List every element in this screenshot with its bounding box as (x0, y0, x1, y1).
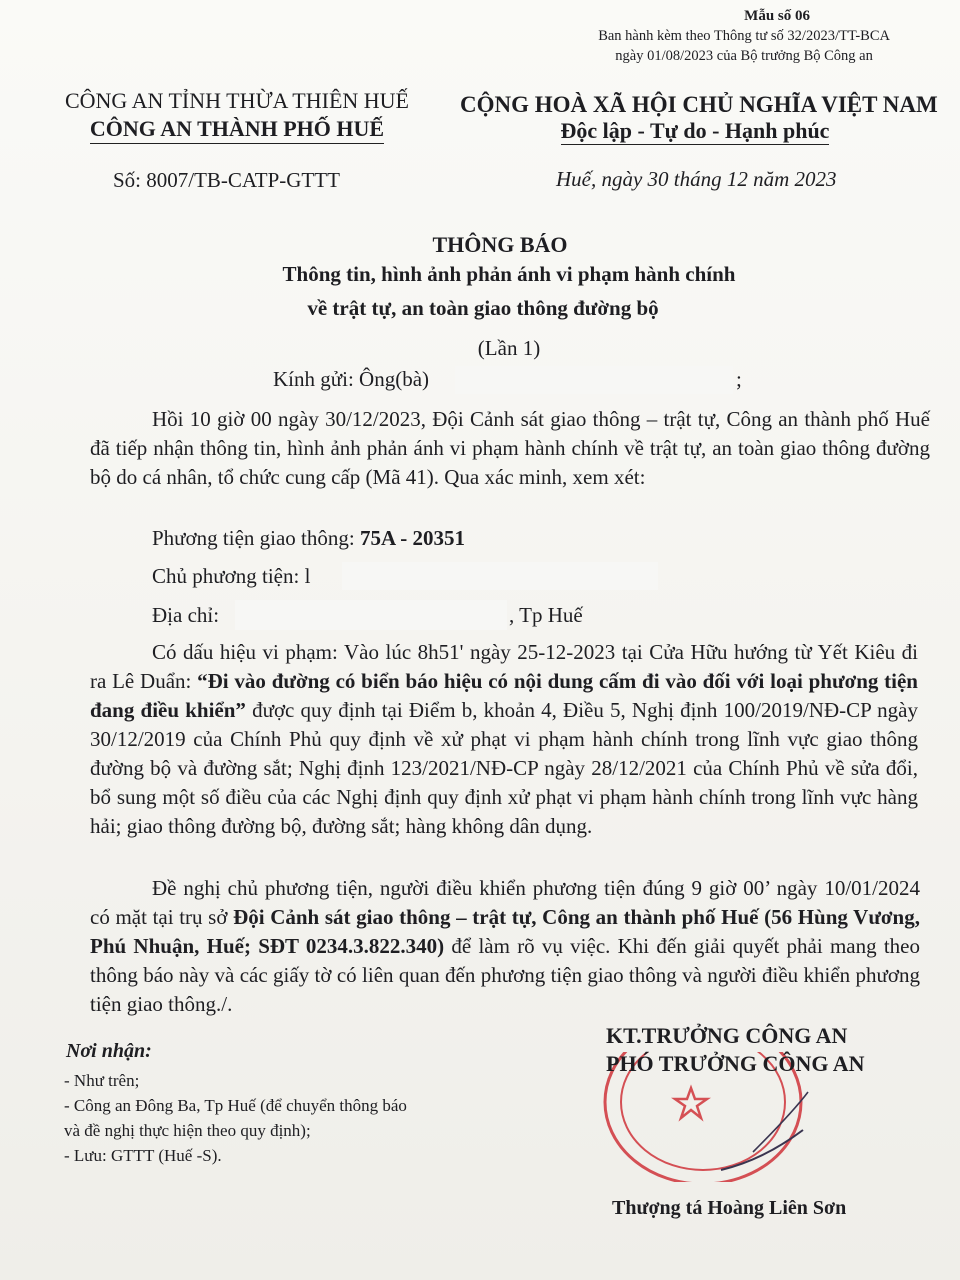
issuer-unit-text: CÔNG AN THÀNH PHỐ HUẾ (90, 116, 384, 144)
national-title: CỘNG HOÀ XÃ HỘI CHỦ NGHĨA VIỆT NAM (460, 92, 938, 117)
recipient-item: - Như trên; (64, 1071, 140, 1090)
signature-title-1: KT.TRƯỞNG CÔNG AN (606, 1023, 848, 1048)
owner-value: l (304, 564, 311, 588)
vehicle-label: Phương tiện giao thông: (152, 526, 360, 550)
national-motto (460, 118, 930, 144)
recipient-line (273, 367, 429, 392)
issuer-unit (52, 116, 422, 144)
violation-legal-basis: được quy định tại Điểm b, khoản 4, Điều 5, Nghị định 100/2019/NĐ-CP ngày 30/12/2019 của Chính Phủ quy định về xử phạt vi phạm hành chính trong lĩnh vực giao thông đường bộ và đường sắt; Nghị định 123/2021/NĐ-CP ngày 28/12/2021 của Chính Phủ về sửa đổi, bổ sung một số điều của các Nghị định quy định xử phạt vi phạm hành chính trong lĩnh vực hàng hải; giao thông đường bộ, đường sắt; hàng không dân dụng. (90, 698, 918, 838)
document-subtitle-1: Thông tin, hình ảnh phản ánh vi phạm hành chính (282, 262, 736, 286)
form-note-line1: Ban hành kèm theo Thông tư số 32/2023/TT-BCA (598, 28, 890, 44)
recipient-item: - Công an Đông Ba, Tp Huế (để chuyển thông báo (64, 1096, 407, 1115)
document-subtitle-2: về trật tự, an toàn giao thông đường bộ (307, 296, 659, 320)
document-title: THÔNG BÁO (432, 232, 568, 257)
violation-description: “Đi vào đường có biển báo hiệu có nội dung cấm đi vào đối với loại phương tiện đang điều khiển” (90, 669, 918, 722)
body-paragraph-violation (90, 638, 918, 841)
place-date: Huế, ngày 30 tháng 12 năm 2023 (556, 167, 837, 191)
seal-star (675, 1088, 707, 1118)
recipients-title: Nơi nhận: (66, 1040, 152, 1062)
form-note-line2: ngày 01/08/2023 của Bộ trưởng Bộ Công an (615, 48, 873, 64)
violation-intro: Có dấu hiệu vi phạm: Vào lúc 8h51' ngày 25-12-2023 tại Cửa Hữu hướng từ Yết Kiêu đi ra Lê Duẩn: (90, 640, 918, 693)
address-label: Địa chỉ: (152, 603, 220, 627)
recipient-tail: ; (736, 367, 742, 391)
address-tail: , Tp Huế (509, 603, 583, 627)
address-line (152, 603, 219, 628)
notice-times: (Lần 1) (477, 336, 541, 360)
request-details: để làm rõ vụ việc. Khi đến giải quyết phải mang theo thông báo này và các giấy tờ có liên quan đến phương tiện giao thông và người điều khiển phương tiện giao thông./. (90, 934, 921, 1016)
owner-label: Chủ phương tiện: (152, 564, 305, 588)
body-paragraph-intro: Hồi 10 giờ 00 ngày 30/12/2023, Đội Cảnh sát giao thông – trật tự, Công an thành phố Huế đã tiếp nhận thông tin, hình ảnh phản ánh vi phạm hành chính về trật tự, an toàn giao thông đường bộ do cá nhân, tổ chức cung cấp (Mã 41). Qua xác minh, xem xét: (90, 407, 930, 489)
recipient-item: và đề nghị thực hiện theo quy định); (64, 1121, 311, 1140)
redacted-recipient-name (455, 366, 733, 394)
signature-title-2: PHÓ TRƯỞNG CÔNG AN (606, 1051, 865, 1076)
signer-name: Thượng tá Hoàng Liên Sơn (612, 1197, 847, 1219)
recipient-label: Kính gửi: Ông(bà) (273, 367, 430, 391)
recipients-list (64, 1068, 407, 1168)
redacted-owner-name (342, 562, 658, 590)
redacted-address (235, 600, 507, 630)
request-office: Đội Cảnh sát giao thông – trật tự, Công an thành phố Huế (56 Hùng Vương, Phú Nhuận, Huế; SĐT 0234.3.822.340) (90, 905, 920, 958)
vehicle-plate: 75A - 20351 (359, 526, 465, 550)
form-number: Mẫu số 06 (744, 8, 810, 24)
owner-line (152, 564, 310, 589)
national-motto-text: Độc lập - Tự do - Hạnh phúc (560, 118, 830, 143)
body-paragraph-request (90, 874, 920, 1019)
request-intro: Đề nghị chủ phương tiện, người điều khiển phương tiện đúng 9 giờ 00’ ngày 10/01/2024 có mặt tại trụ sở (90, 876, 920, 929)
form-note (598, 26, 890, 66)
recipient-item: - Lưu: GTTT (Huế -S). (64, 1146, 222, 1165)
issuer-parent: CÔNG AN TỈNH THỪA THIÊN HUẾ (64, 88, 409, 113)
document-number: Số: 8007/TB-CATP-GTTT (113, 168, 340, 192)
vehicle-line (152, 526, 465, 551)
